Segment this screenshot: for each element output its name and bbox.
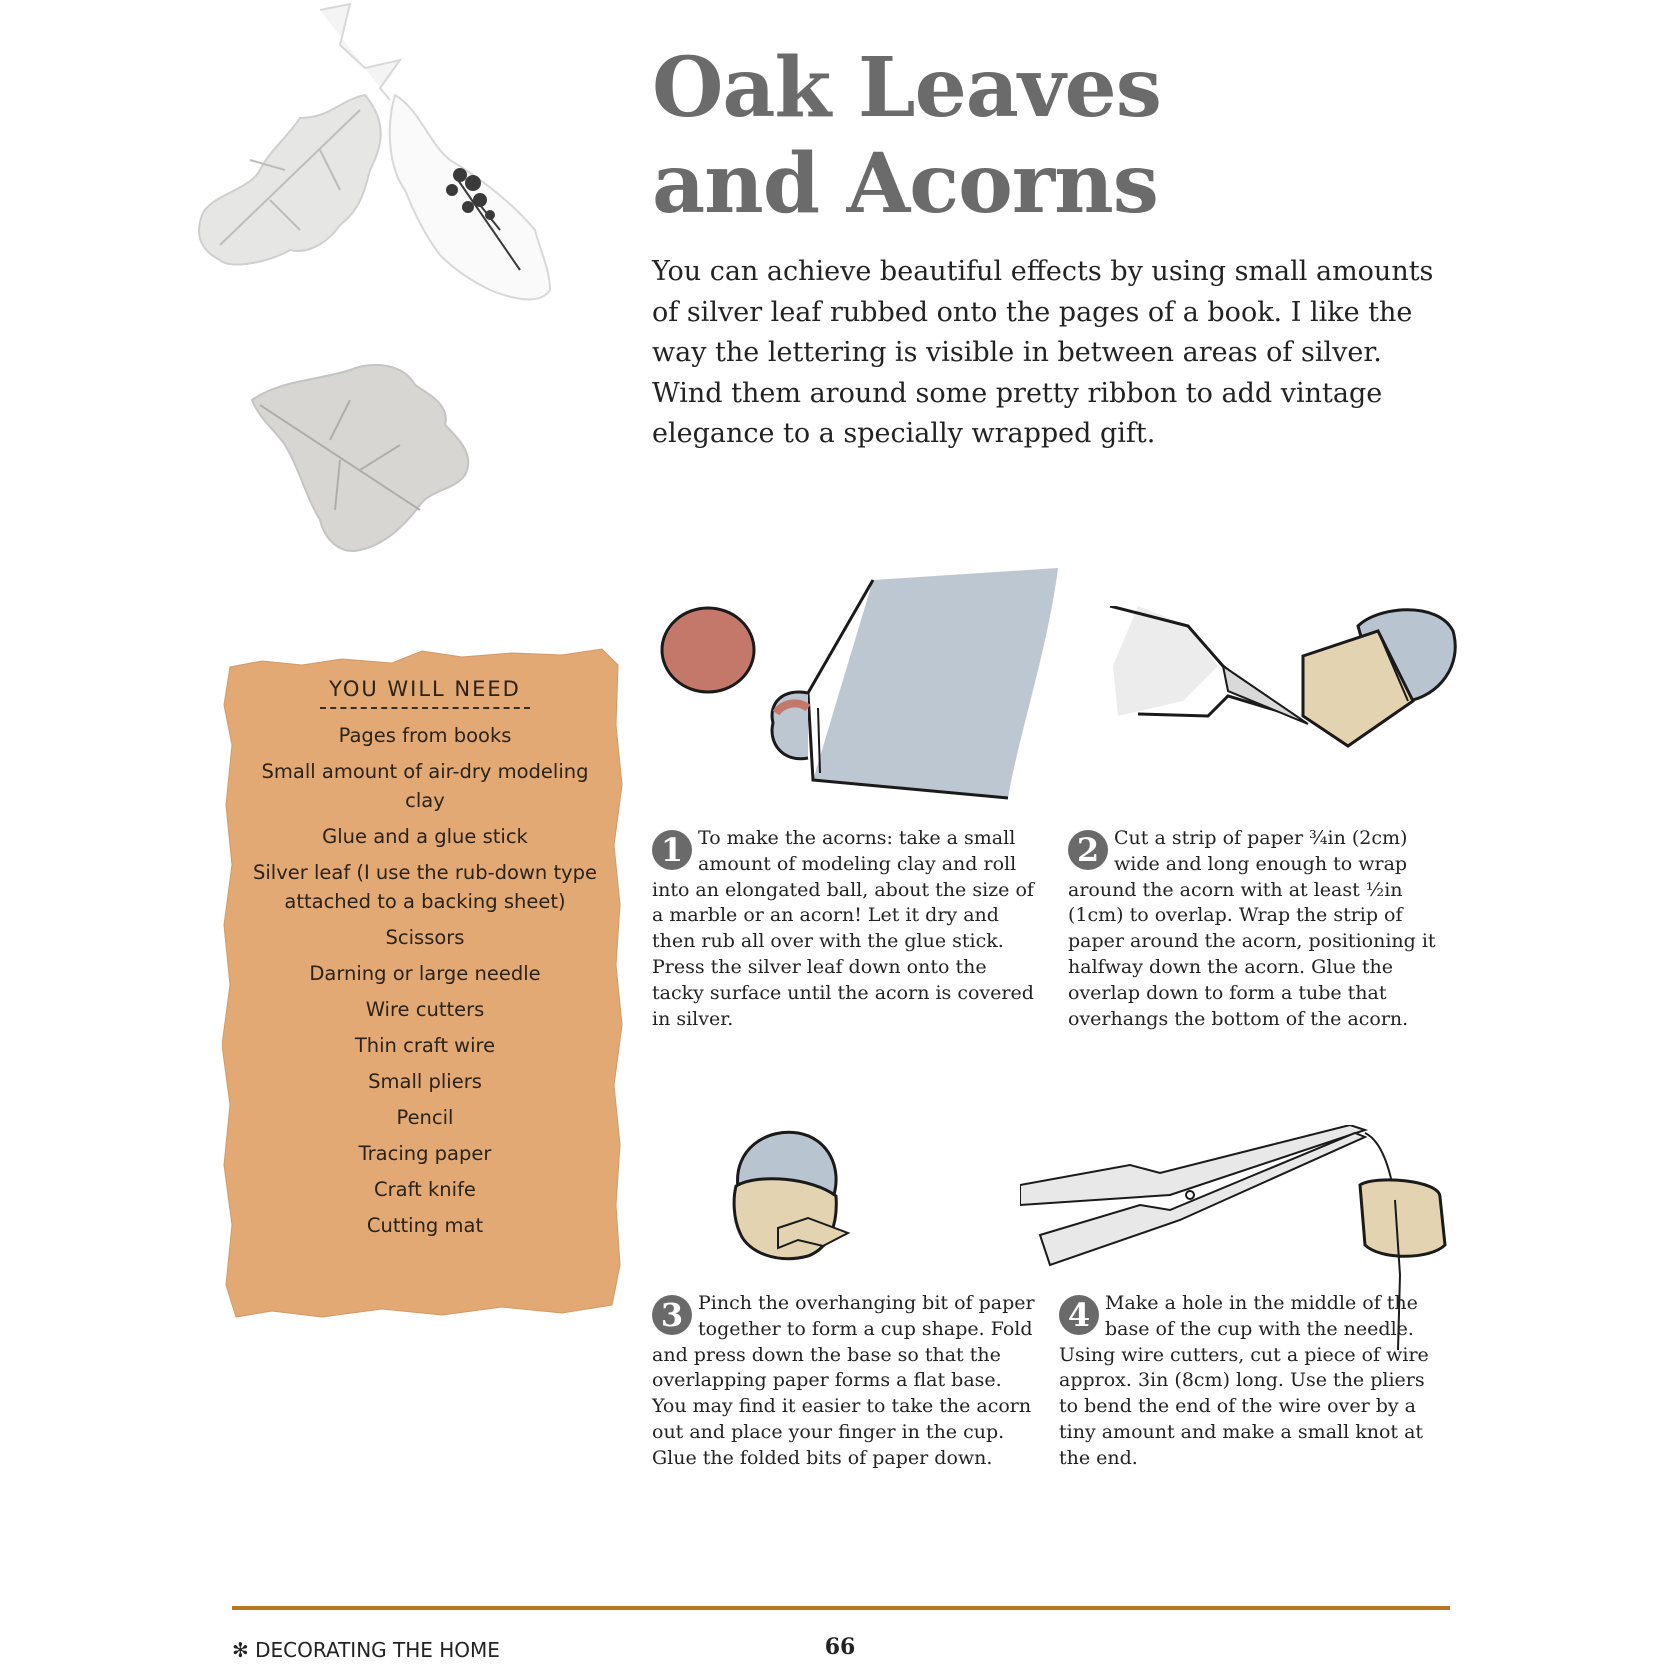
clay-ball-and-silver-leaf-illustration bbox=[658, 568, 1068, 808]
needs-list bbox=[252, 675, 598, 1247]
list-item: Small pliers bbox=[368, 1070, 482, 1093]
list-item: Craft knife bbox=[374, 1178, 476, 1201]
step-text: Cut a strip of paper ¾in (2cm) wide and long enough to wrap around the acorn with at least ½in (1cm) to overlap. Wrap the strip of paper around the acorn, positioning it halfway down the acorn. Glue the overlap down to form a tube that overhangs the bottom of the acorn. bbox=[1068, 827, 1436, 1030]
intro-paragraph: You can achieve beautiful effects by using small amounts of silver leaf rubbed onto the pages of a book. I like the way the lettering is visible in between areas of silver. Wind them around some pretty ribbon to add vintage elegance to a specially wrapped gift. bbox=[652, 256, 1434, 449]
list-item: Darning or large needle bbox=[309, 962, 541, 985]
glue-and-wrapped-acorn-illustration bbox=[1108, 606, 1468, 771]
oak-leaf-illustration bbox=[190, 0, 610, 600]
pinched-acorn-cup-illustration bbox=[718, 1128, 868, 1268]
dashed-divider bbox=[320, 707, 530, 709]
step-number-badge: 3 bbox=[652, 1295, 692, 1335]
step-text: Make a hole in the middle of the base of the cup with the needle. Using wire cutters, cut a piece of wire approx. 3in (8cm) long. Use the pliers to bend the end of the wire over by a tiny amount and make a small knot at the end. bbox=[1059, 1292, 1429, 1469]
step-number-badge: 1 bbox=[652, 830, 692, 870]
you-will-need-panel bbox=[222, 645, 626, 1325]
list-item: Silver leaf (I use the rub-down type attached to a backing sheet) bbox=[252, 861, 598, 913]
list-item: Thin craft wire bbox=[354, 1034, 496, 1057]
step-4 bbox=[1059, 1291, 1444, 1472]
step-text: Pinch the overhanging bit of paper together to form a cup shape. Fold and press down the base so that the overlapping paper forms a flat base. You may find it easier to take the acorn out and place your finger in the cup. Glue the folded bits of paper down. bbox=[652, 1292, 1035, 1469]
list-item: Wire cutters bbox=[365, 998, 485, 1021]
list-item: Scissors bbox=[385, 926, 465, 949]
title-line-1: Oak Leaves bbox=[652, 40, 1161, 136]
list-item: Tracing paper bbox=[358, 1142, 492, 1165]
step-text: To make the acorns: take a small amount of modeling clay and roll into an elongated ball, about the size of a marble or an acorn! Let it dry and then rub all over with the glue stick. Press the silver leaf down onto the tacky surface until the acorn is covered in silver. bbox=[652, 827, 1034, 1030]
list-item: Pencil bbox=[396, 1106, 454, 1129]
step-2 bbox=[1068, 826, 1453, 1032]
list-item: Glue and a glue stick bbox=[322, 825, 528, 848]
step-number-badge: 4 bbox=[1059, 1295, 1099, 1335]
title-line-2: and Acorns bbox=[652, 136, 1158, 232]
section-label: ✻ DECORATING THE HOME bbox=[232, 1638, 500, 1662]
needs-items bbox=[252, 721, 598, 1240]
step-number-badge: 2 bbox=[1068, 830, 1108, 870]
page-title bbox=[652, 40, 1552, 232]
needs-heading: YOU WILL NEED bbox=[329, 677, 521, 701]
list-item: Small amount of air-dry modeling clay bbox=[261, 760, 589, 812]
list-item: Pages from books bbox=[338, 724, 512, 747]
page-number: 66 bbox=[824, 1634, 856, 1660]
step-1 bbox=[652, 826, 1037, 1032]
step-3 bbox=[652, 1291, 1037, 1472]
footer-divider bbox=[232, 1606, 1450, 1610]
list-item: Cutting mat bbox=[366, 1214, 484, 1237]
